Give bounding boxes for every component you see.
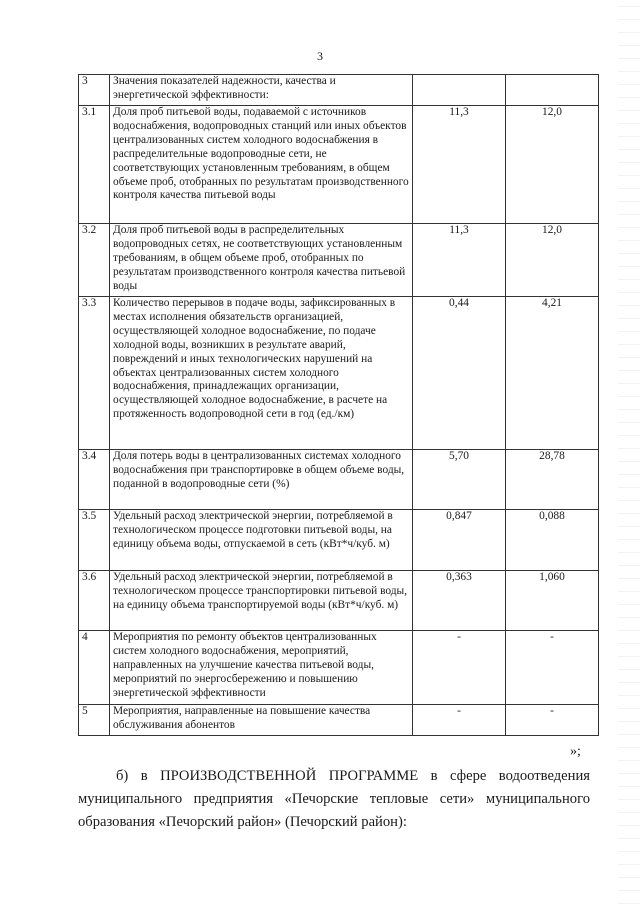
row-description: Мероприятия по ремонту объектов централизованных систем холодного водоснабжения, мероприятий, направленных на улучшение качества питьевой воды, мероприятий по энергосбережению и повышению энергетической эффективности: [110, 631, 413, 705]
row-value-1: -: [413, 705, 506, 736]
row-value-2: 12,0: [506, 106, 599, 224]
table-row: [79, 631, 599, 705]
table-row: [79, 75, 599, 106]
table-row: [79, 571, 599, 631]
row-number: 3.4: [79, 450, 110, 510]
table-row: [79, 705, 599, 736]
row-number: 4: [79, 631, 110, 705]
row-value-2: 0,088: [506, 510, 599, 571]
row-description: Доля проб питьевой воды в распределительных водопроводных сетях, не соответствующих установленным требованиям, в общем объеме проб, отобранных по результатам производственного контроля качества питьевой воды: [110, 224, 413, 297]
row-number: 3.3: [79, 297, 110, 450]
row-value-1: [413, 75, 506, 106]
row-value-2: [506, 75, 599, 106]
row-value-1: 0,847: [413, 510, 506, 571]
row-number: 5: [79, 705, 110, 736]
row-value-2: 12,0: [506, 224, 599, 297]
row-description: Доля проб питьевой воды, подаваемой с источников водоснабжения, водопроводных станций или иных объектов централизованных систем холодного водоснабжения в распределительные водопроводные сети, не соответствующих установленным требованиям, в общем объеме проб, отобранных по результатам производственного контроля качества питьевой воды: [110, 106, 413, 224]
row-number: 3.1: [79, 106, 110, 224]
row-value-1: 0,363: [413, 571, 506, 631]
table-row: [79, 297, 599, 450]
row-number: 3.6: [79, 571, 110, 631]
row-value-1: 11,3: [413, 106, 506, 224]
row-number: 3.5: [79, 510, 110, 571]
table-row: [79, 510, 599, 571]
row-description: Доля потерь воды в централизованных системах холодного водоснабжения при транспортировке в общем объеме воды, поданной в водопроводные сети (%): [110, 450, 413, 510]
indicators-table-body: [79, 75, 599, 736]
page-number: 3: [317, 49, 323, 63]
row-value-1: 0,44: [413, 297, 506, 450]
row-description: Мероприятия, направленные на повышение качества обслуживания абонентов: [110, 705, 413, 736]
table-row: [79, 106, 599, 224]
table-row: [79, 450, 599, 510]
table-row: [79, 224, 599, 297]
row-description: Удельный расход электрической энергии, потребляемой в технологическом процессе транспортировки питьевой воды, на единицу объема транспортируемой воды (кВт*ч/куб. м): [110, 571, 413, 631]
row-value-1: 5,70: [413, 450, 506, 510]
row-value-2: 1,060: [506, 571, 599, 631]
row-description: Значения показателей надежности, качества и энергетической эффективности:: [110, 75, 413, 106]
row-value-1: -: [413, 631, 506, 705]
production-program-paragraph: б) в ПРОИЗВОДСТВЕННОЙ ПРОГРАММЕ в сфере водоотведения муниципального предприятия «Печорские тепловые сети» муниципального образования «Печорский район» (Печорский район):: [78, 768, 590, 830]
scan-margin-strip: [618, 0, 640, 905]
row-value-2: -: [506, 631, 599, 705]
row-value-1: 11,3: [413, 224, 506, 297]
indicators-table: [78, 74, 599, 736]
row-value-2: 4,21: [506, 297, 599, 450]
row-number: 3.2: [79, 224, 110, 297]
row-value-2: -: [506, 705, 599, 736]
row-number: 3: [79, 75, 110, 106]
row-description: Количество перерывов в подаче воды, зафиксированных в местах исполнения обязательств организацией, осуществляющей холодное водоснабжение, по подаче холодной воды, возникших в результате аварий, повреждений и иных технологических нарушений на объектах централизованных систем холодного водоснабжения, принадлежащих организации, осуществляющей холодное водоснабжение, в расчете на протяженность водопроводной сети в год (ед./км): [110, 297, 413, 450]
closing-quote: »;: [570, 744, 581, 759]
row-description: Удельный расход электрической энергии, потребляемой в технологическом процессе подготовки питьевой воды, на единицу объема воды, отпускаемой в сеть (кВт*ч/куб. м): [110, 510, 413, 571]
row-value-2: 28,78: [506, 450, 599, 510]
